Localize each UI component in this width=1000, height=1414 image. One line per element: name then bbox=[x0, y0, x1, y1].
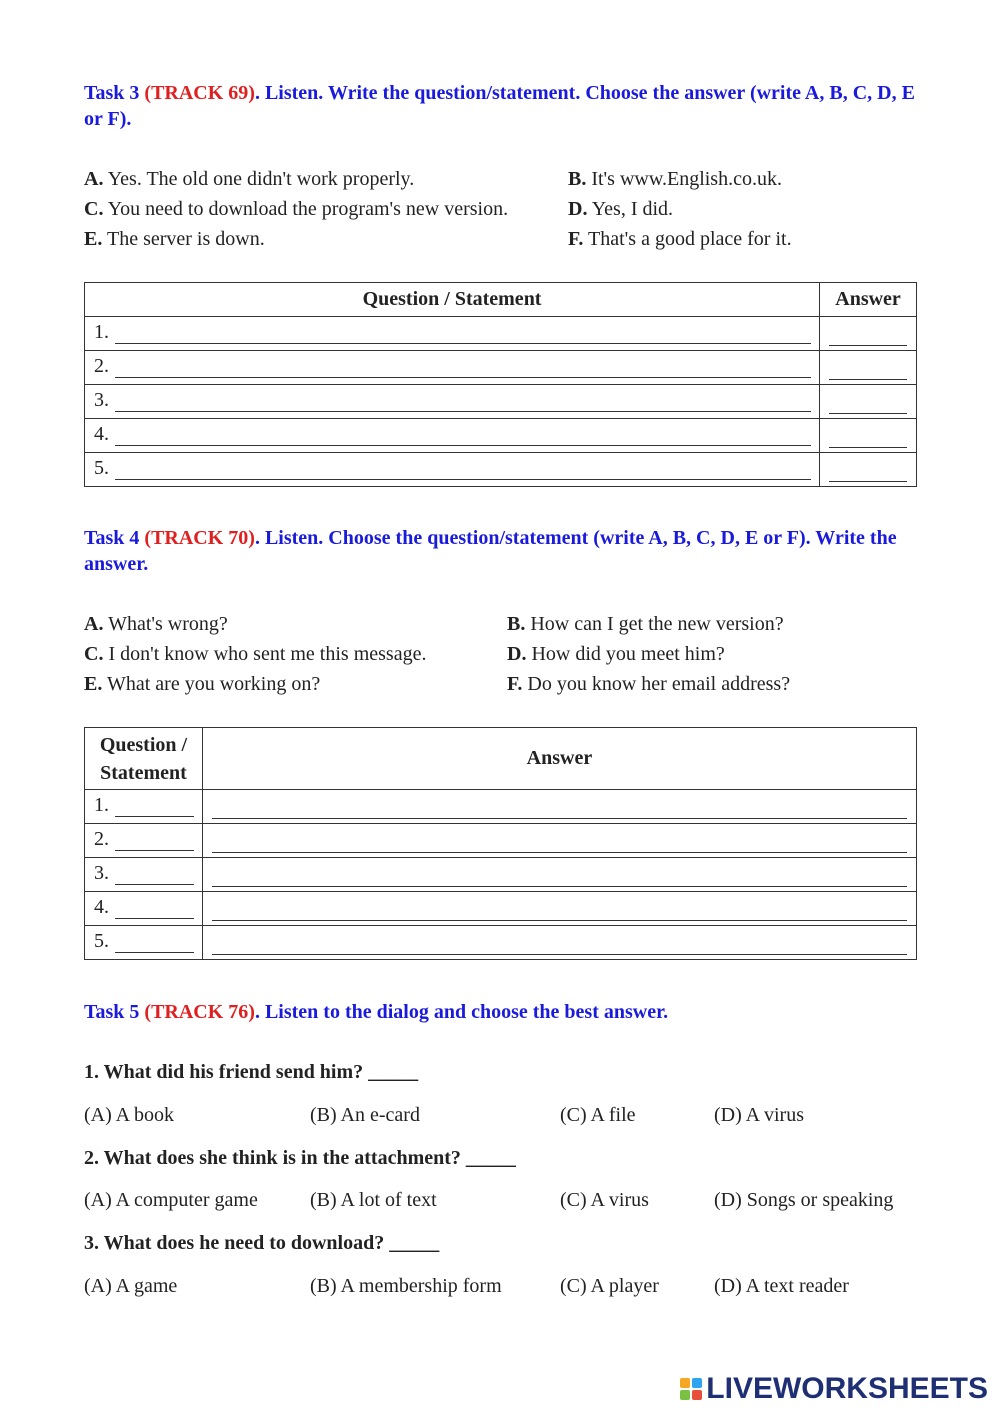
table-row: 1. bbox=[85, 790, 917, 824]
question-blank[interactable] bbox=[115, 359, 811, 378]
answer-blank[interactable] bbox=[829, 321, 907, 346]
q1-answer-c[interactable]: (C) A file bbox=[560, 1104, 636, 1126]
answer-blank[interactable] bbox=[212, 862, 907, 887]
q3-answer-c[interactable]: (C) A player bbox=[560, 1275, 659, 1297]
task4-option-d: D. How did you meet him? bbox=[507, 643, 725, 665]
table-row: 1. bbox=[85, 317, 917, 351]
question-2: 2. What does she think is in the attachment? _____ bbox=[84, 1147, 516, 1169]
question-blank[interactable] bbox=[115, 461, 811, 480]
q3-answer-a[interactable]: (A) A game bbox=[84, 1275, 178, 1297]
question-blank[interactable] bbox=[115, 325, 811, 344]
task4-track: (TRACK 70) bbox=[144, 527, 255, 549]
task3-option-a: A. Yes. The old one didn't work properly. bbox=[84, 168, 415, 190]
answer-blank[interactable] bbox=[829, 423, 907, 448]
table-row: 5. bbox=[85, 926, 917, 960]
answer-blank[interactable] bbox=[829, 389, 907, 414]
task5-title: Task 5 (TRACK 76). Listen to the dialog and choose the best answer. bbox=[84, 1001, 669, 1023]
answer-blank[interactable] bbox=[212, 828, 907, 853]
task4-option-e: E. What are you working on? bbox=[84, 673, 321, 695]
question-blank[interactable] bbox=[115, 832, 194, 851]
question-1: 1. What did his friend send him? _____ bbox=[84, 1061, 419, 1083]
table-row: 5. bbox=[85, 453, 917, 487]
task3-title: Task 3 (TRACK 69). Listen. Write the question/statement. Choose the answer (write A, B, C, D, E or F). bbox=[84, 82, 915, 130]
table-row: 2. bbox=[85, 351, 917, 385]
q1-answer-d[interactable]: (D) A virus bbox=[714, 1104, 804, 1126]
q3-answer-b[interactable]: (B) A membership form bbox=[310, 1275, 502, 1297]
task4-option-a: A. What's wrong? bbox=[84, 613, 228, 635]
task4-col-question: Question / Statement bbox=[85, 728, 203, 790]
q2-answer-a[interactable]: (A) A computer game bbox=[84, 1189, 258, 1211]
task4-col-answer: Answer bbox=[202, 728, 916, 790]
task3-option-e: E. The server is down. bbox=[84, 228, 265, 250]
logo-mark-icon bbox=[680, 1378, 702, 1400]
task3-option-d: D. Yes, I did. bbox=[568, 198, 674, 220]
question-3: 3. What does he need to download? _____ bbox=[84, 1232, 440, 1254]
task4-table bbox=[84, 727, 917, 960]
question-blank[interactable] bbox=[115, 798, 194, 817]
answer-blank[interactable] bbox=[212, 794, 907, 819]
question-blank[interactable] bbox=[115, 393, 811, 412]
question-blank[interactable] bbox=[115, 866, 194, 885]
task3-col-question: Question / Statement bbox=[85, 283, 820, 317]
q1-answer-a[interactable]: (A) A book bbox=[84, 1104, 174, 1126]
table-row: 3. bbox=[85, 858, 917, 892]
q1-answer-b[interactable]: (B) An e-card bbox=[310, 1104, 420, 1126]
logo-square-2 bbox=[692, 1378, 702, 1388]
task3-option-b: B. It's www.English.co.uk. bbox=[568, 168, 782, 190]
task3-option-f: F. That's a good place for it. bbox=[568, 228, 792, 250]
task4-option-f: F. Do you know her email address? bbox=[507, 673, 791, 695]
task3-option-c: C. You need to download the program's new version. bbox=[84, 198, 509, 220]
answer-blank[interactable] bbox=[829, 457, 907, 482]
question-blank[interactable] bbox=[115, 934, 194, 953]
answer-blank[interactable] bbox=[829, 355, 907, 380]
task4-title: Task 4 (TRACK 70). Listen. Choose the question/statement (write A, B, C, D, E or F). Write the answer. bbox=[84, 527, 897, 575]
answer-blank[interactable] bbox=[212, 896, 907, 921]
q2-answer-d[interactable]: (D) Songs or speaking bbox=[714, 1189, 894, 1211]
table-row: 4. bbox=[85, 419, 917, 453]
logo-text: LIVEWORKSHEETS bbox=[706, 1372, 988, 1405]
table-row: 2. bbox=[85, 824, 917, 858]
logo-square-4 bbox=[692, 1390, 702, 1400]
task3-col-answer: Answer bbox=[820, 283, 917, 317]
task5-track: (TRACK 76) bbox=[144, 1001, 255, 1023]
table-row: 4. bbox=[85, 892, 917, 926]
task3-track: (TRACK 69) bbox=[144, 82, 255, 104]
logo-square-3 bbox=[680, 1390, 690, 1400]
q2-answer-c[interactable]: (C) A virus bbox=[560, 1189, 649, 1211]
task3-table bbox=[84, 282, 917, 487]
question-blank[interactable] bbox=[115, 900, 194, 919]
logo-square-1 bbox=[680, 1378, 690, 1388]
liveworksheets-logo bbox=[680, 1372, 988, 1406]
task4-option-c: C. I don't know who sent me this message. bbox=[84, 643, 427, 665]
table-row: 3. bbox=[85, 385, 917, 419]
q2-answer-b[interactable]: (B) A lot of text bbox=[310, 1189, 437, 1211]
answer-blank[interactable] bbox=[212, 930, 907, 955]
question-blank[interactable] bbox=[115, 427, 811, 446]
q3-answer-d[interactable]: (D) A text reader bbox=[714, 1275, 849, 1297]
task4-option-b: B. How can I get the new version? bbox=[507, 613, 784, 635]
